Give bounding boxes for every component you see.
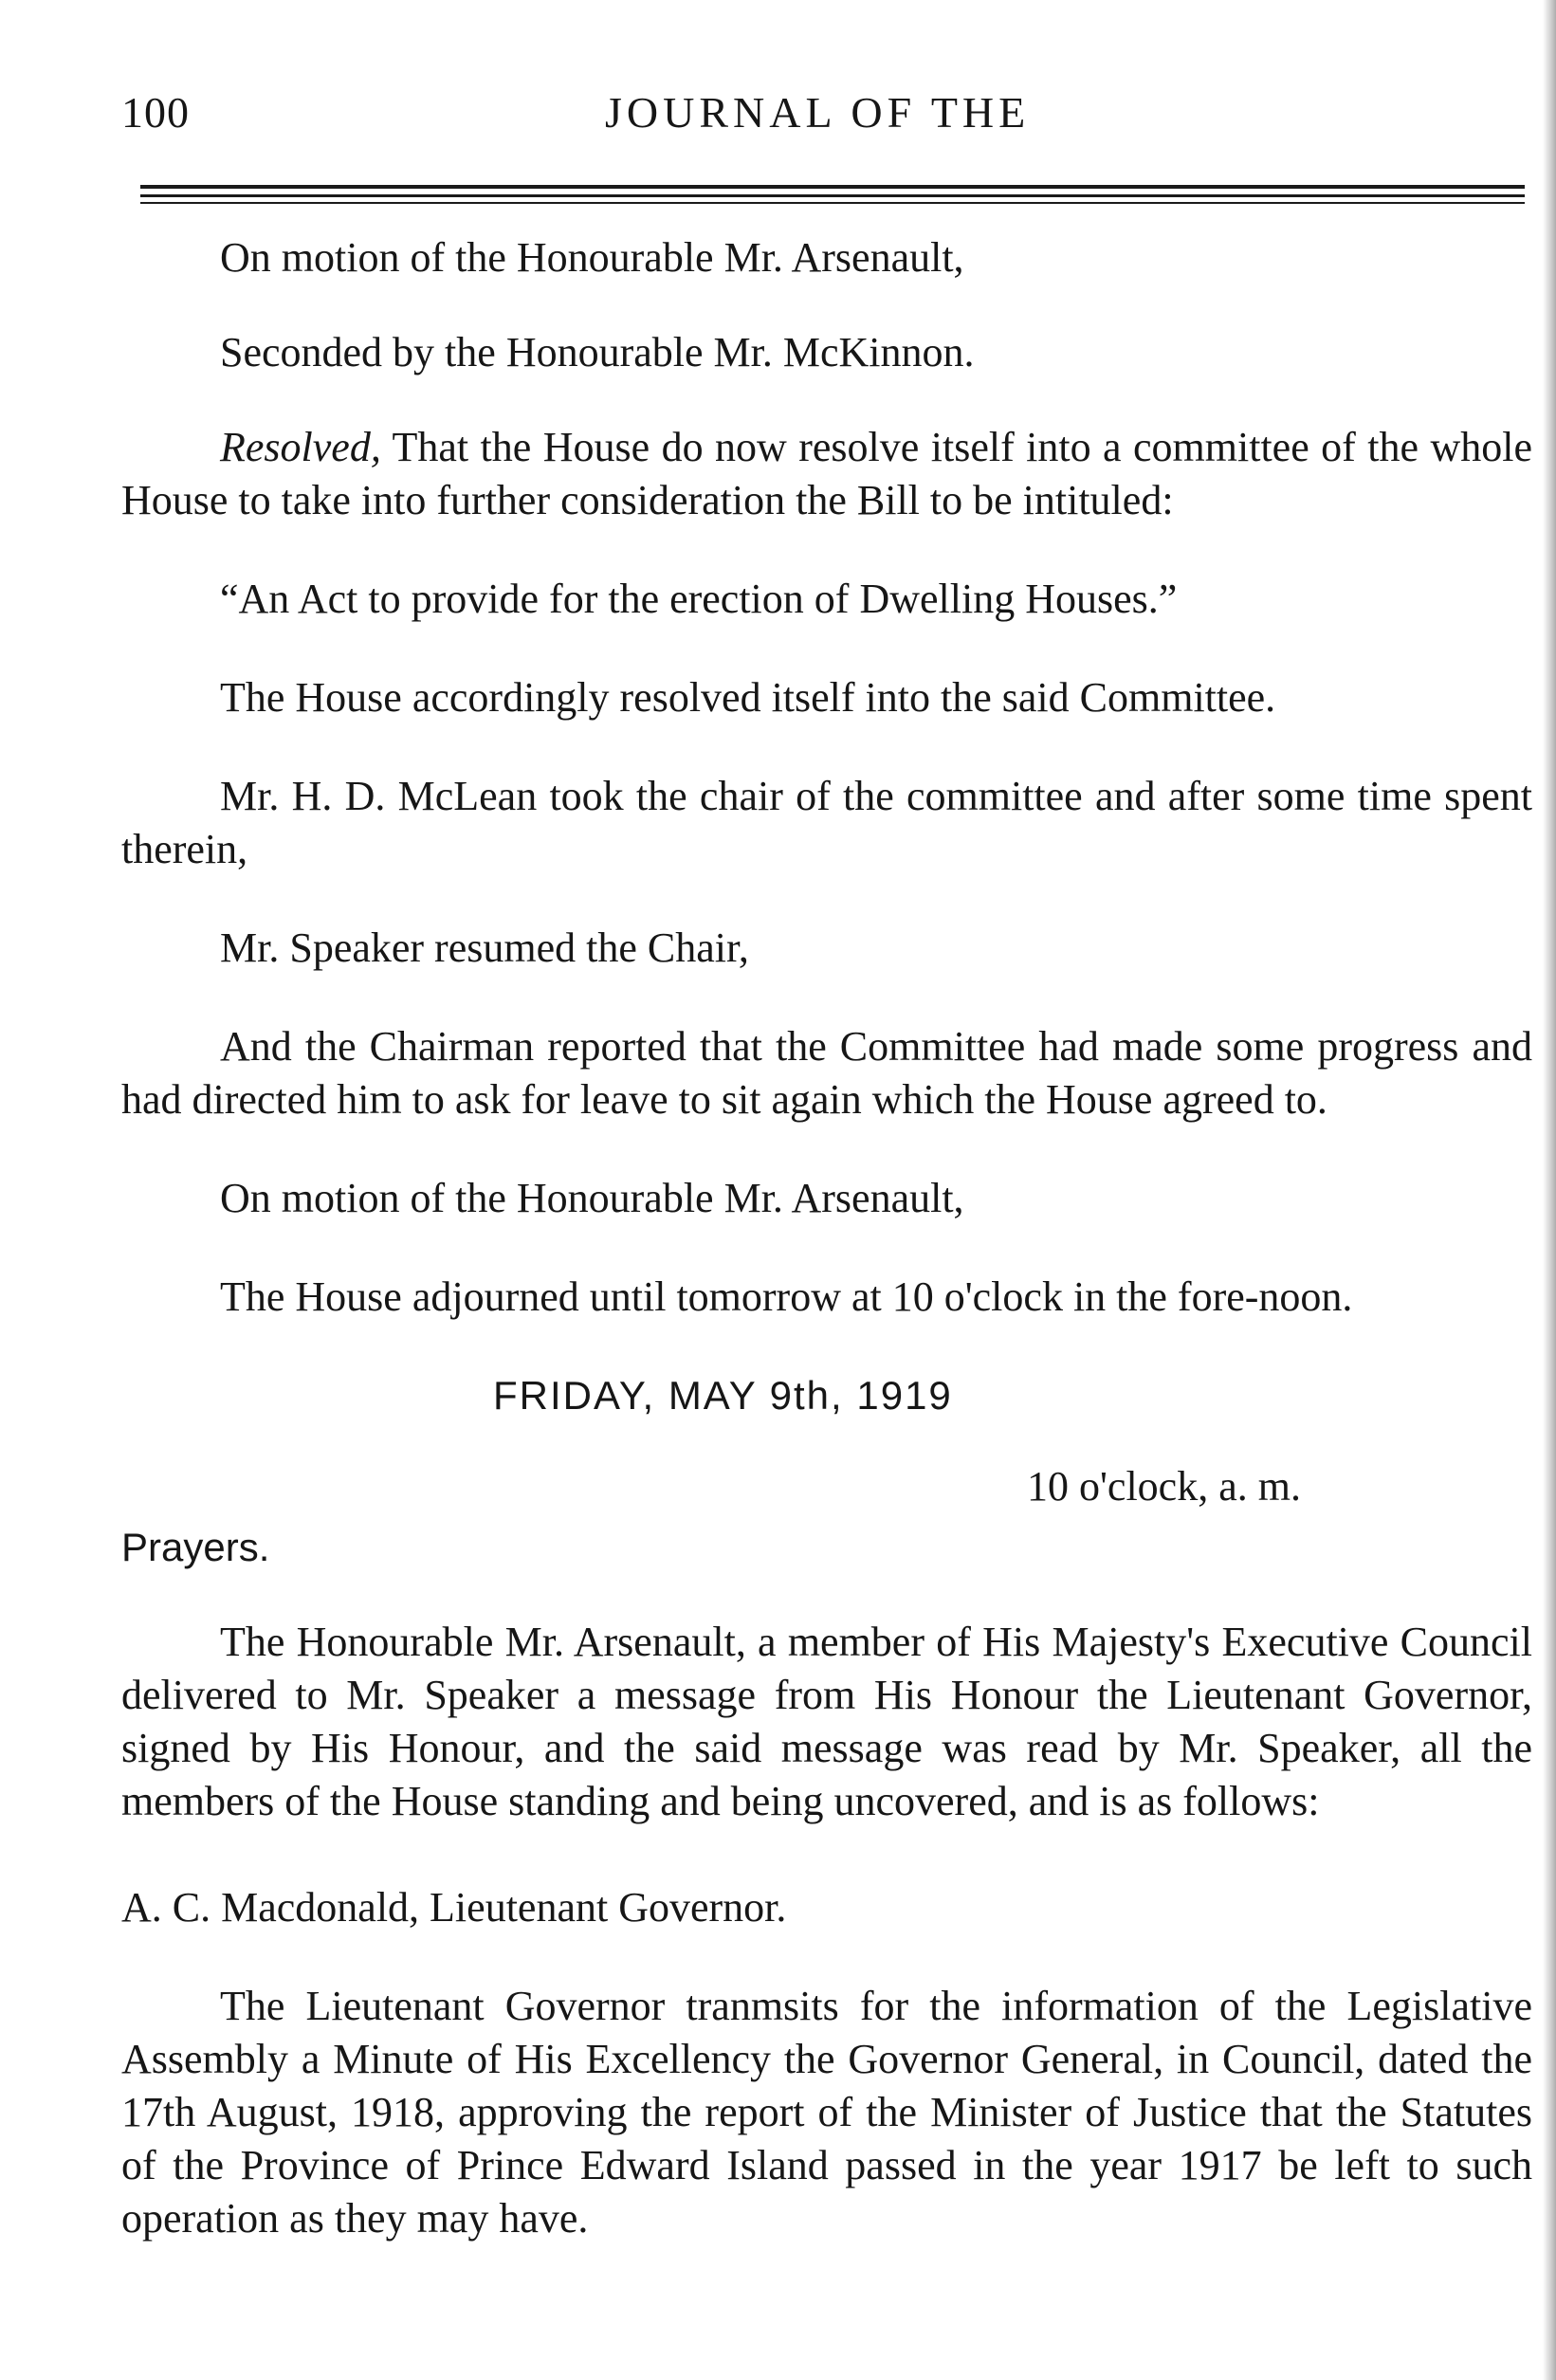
paragraph-motion-2: On motion of the Honourable Mr. Arsenault,: [220, 1175, 964, 1221]
page-body: [121, 231, 1532, 2245]
paragraph-minute: The Lieutenant Governor tranmsits for the information of the Legislative Assembly a Minute of His Excellency the Governor General, in Council, dated the 17th August, 1918, approving the report of the Minister of Justice that the Statutes of the Province of Prince Edward Island passed in the year 1917 be left to such operation as they may have.: [121, 1983, 1532, 2242]
header-rule-top: [140, 185, 1525, 189]
header-rule-bottom: [140, 202, 1525, 204]
paragraph-motion: On motion of the Honourable Mr. Arsenault,: [220, 234, 964, 281]
paragraph-signature: A. C. Macdonald, Lieutenant Governor.: [121, 1884, 787, 1931]
paragraph-resolved: [121, 421, 1532, 527]
resolved-lead: Resolved,: [220, 424, 381, 470]
prayers-heading: Prayers.: [121, 1525, 270, 1569]
date-heading: FRIDAY, MAY 9th, 1919: [493, 1373, 953, 1418]
page-number: 100: [121, 88, 190, 137]
page-header: [121, 87, 1534, 154]
resolved-text: That the House do now resolve itself into a committee of the whole House to take into further consideration the Bill to be intituled:: [121, 424, 1532, 523]
paragraph-committee: The House accordingly resolved itself into the said Committee.: [220, 674, 1276, 721]
running-head: JOURNAL OF THE: [605, 88, 1031, 137]
paragraph-chair: Mr. H. D. McLean took the chair of the committee and after some time spent therein,: [121, 773, 1532, 872]
paragraph-bill-title: “An Act to provide for the erection of Dwelling Houses.”: [220, 576, 1178, 622]
paragraph-seconded: Seconded by the Honourable Mr. McKinnon.: [220, 329, 975, 375]
time-line: 10 o'clock, a. m.: [1027, 1463, 1301, 1510]
paragraph-speaker-resumed: Mr. Speaker resumed the Chair,: [220, 925, 749, 971]
paragraph-adjourned: The House adjourned until tomorrow at 10 o'clock in the fore-noon.: [220, 1273, 1353, 1320]
header-rule-middle: [140, 194, 1525, 197]
paragraph-report: And the Chairman reported that the Committee had made some progress and had directed him to ask for leave to sit again which the House agreed to.: [121, 1023, 1532, 1123]
paragraph-message: The Honourable Mr. Arsenault, a member of His Majesty's Executive Council delivered to Mr. Speaker a message from His Honour the Lieutenant Governor, signed by His Honour, and the said message was read by Mr. Speaker, all the members of the House standing and being uncovered, and is as follows:: [121, 1619, 1532, 1824]
page-edge-shadow: [1543, 0, 1556, 2380]
